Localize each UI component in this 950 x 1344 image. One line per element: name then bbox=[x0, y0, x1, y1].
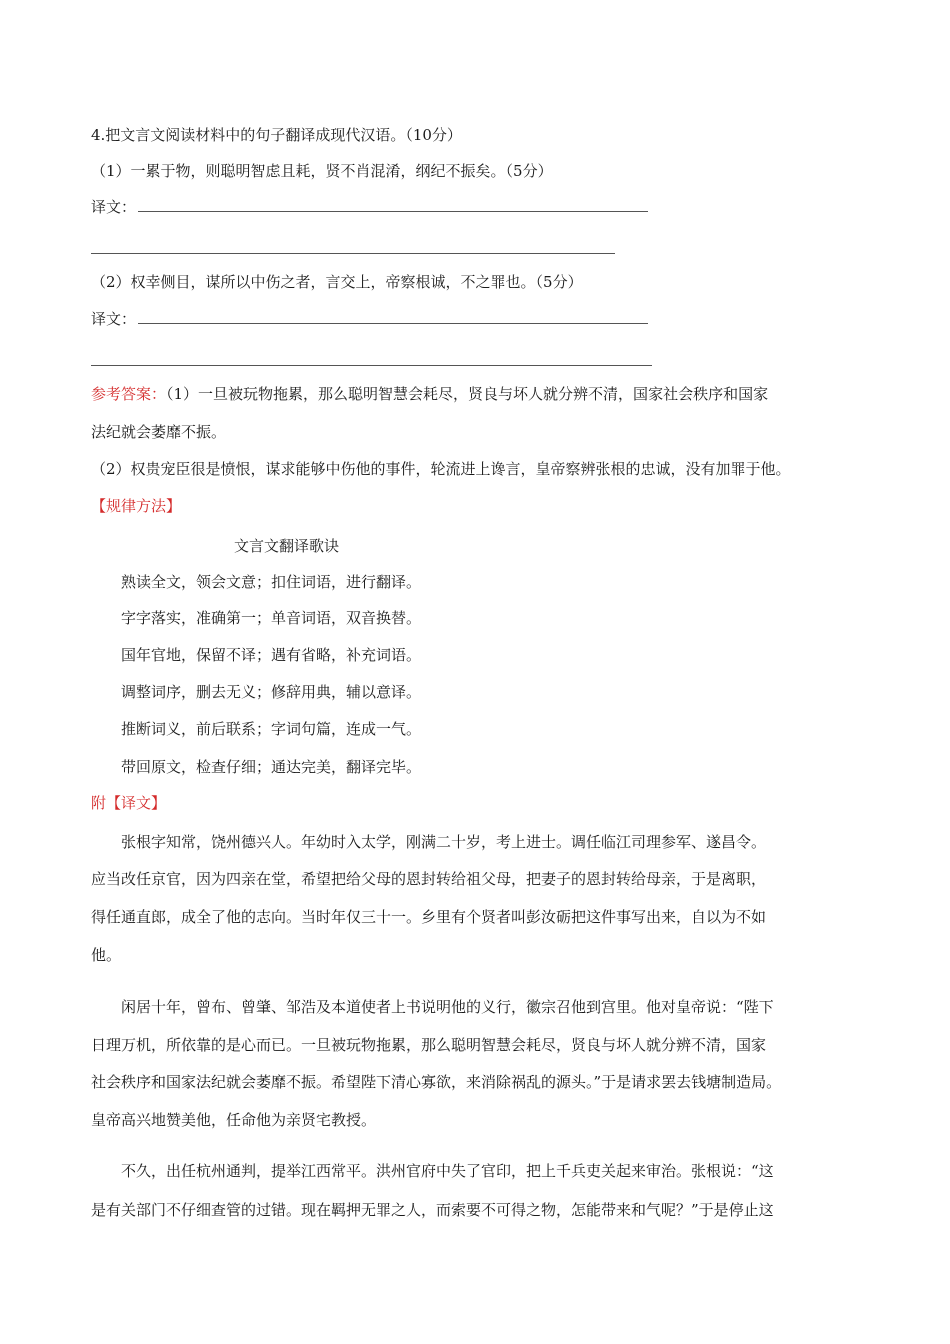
poem-title: 文言文翻译歌诀 bbox=[234, 537, 340, 555]
answer-label-1: 译文： bbox=[91, 198, 137, 216]
translation-line: 日理万机，所依靠的是心而已。一旦被玩物拖累，那么聪明智慧会耗尽，贤良与坏人就分辨不清，国家 bbox=[91, 1036, 767, 1054]
poem-line: 推断词义，前后联系；字词句篇，连成一气。 bbox=[121, 720, 422, 738]
question-heading: 4.把文言文阅读材料中的句子翻译成现代汉语。（10分） bbox=[91, 126, 462, 144]
translation-line: 张根字知常，饶州德兴人。年幼时入太学，刚满二十岁，考上进士。调任临江司理参军、遂昌令。 bbox=[121, 833, 767, 851]
translation-line: 不久，出任杭州通判，提举江西常平。洪州官府中失了官印，把上千兵吏关起来审治。张根说：“这 bbox=[121, 1162, 774, 1180]
answer-line-2 bbox=[91, 308, 648, 330]
reference-answer-line-2: 法纪就会萎靡不振。 bbox=[91, 423, 227, 441]
answer-blank-line-2[interactable] bbox=[91, 365, 652, 366]
poem-line: 熟读全文，领会文意；扣住词语，进行翻译。 bbox=[121, 573, 422, 591]
translation-line: 他。 bbox=[91, 946, 122, 964]
method-label: 【规律方法】 bbox=[91, 497, 182, 515]
translation-label-text: 【译文】 bbox=[106, 794, 167, 812]
translation-line: 是有关部门不仔细查管的过错。现在羁押无罪之人，而索要不可得之物，怎能带来和气呢？”于是停止这 bbox=[91, 1201, 774, 1219]
translation-line: 皇帝高兴地赞美他，任命他为亲贤宅教授。 bbox=[91, 1111, 377, 1129]
answer-label-2: 译文： bbox=[91, 310, 137, 328]
answer-line-1 bbox=[91, 196, 648, 218]
translation-label-prefix: 附 bbox=[91, 794, 107, 812]
translation-line: 闲居十年，曾布、曾肇、邹浩及本道使者上书说明他的义行，徽宗召他到宫里。他对皇帝说：“陛下 bbox=[121, 998, 774, 1016]
poem-line: 调整词序，删去无义；修辞用典，辅以意译。 bbox=[121, 683, 422, 701]
reference-answer-line-3: （2）权贵宠臣很是愤恨，谋求能够中伤他的事件，轮流进上谗言，皇帝察辨张根的忠诚，没有加罪于他。 bbox=[91, 460, 791, 478]
translation-line: 得任通直郎，成全了他的志向。当时年仅三十一。乡里有个贤者叫彭汝砺把这件事写出来，自以为不如 bbox=[91, 908, 767, 926]
poem-line: 字字落实，准确第一；单音词语，双音换替。 bbox=[121, 609, 422, 627]
translation-label bbox=[91, 792, 166, 814]
translation-line: 社会秩序和国家法纪就会萎靡不振。希望陛下清心寡欲，来消除祸乱的源头。”于是请求罢去钱塘制造局。 bbox=[91, 1073, 782, 1091]
question-item-2: （2）权幸侧目，谋所以中伤之者，言交上，帝察根诚，不之罪也。（5分） bbox=[91, 273, 583, 291]
translation-line: 应当改任京官，因为四亲在堂，希望把给父母的恩封转给祖父母，把妻子的恩封转给母亲，于是离职， bbox=[91, 870, 767, 888]
reference-answer-text-1: （1）一旦被玩物拖累，那么聪明智慧会耗尽，贤良与坏人就分辨不清，国家社会秩序和国家 bbox=[166, 385, 769, 403]
answer-underline-1[interactable] bbox=[138, 197, 648, 212]
reference-answer-line-1 bbox=[91, 383, 768, 405]
reference-answer-label: 参考答案： bbox=[91, 385, 167, 403]
answer-underline-2[interactable] bbox=[138, 309, 648, 324]
poem-line: 带回原文，检查仔细；通达完美，翻译完毕。 bbox=[121, 758, 422, 776]
question-item-1: （1）一累于物，则聪明智虑且耗，贤不肖混淆，纲纪不振矣。（5分） bbox=[91, 162, 553, 180]
answer-blank-line-1[interactable] bbox=[91, 253, 615, 254]
poem-line: 国年官地，保留不译；遇有省略，补充词语。 bbox=[121, 646, 422, 664]
